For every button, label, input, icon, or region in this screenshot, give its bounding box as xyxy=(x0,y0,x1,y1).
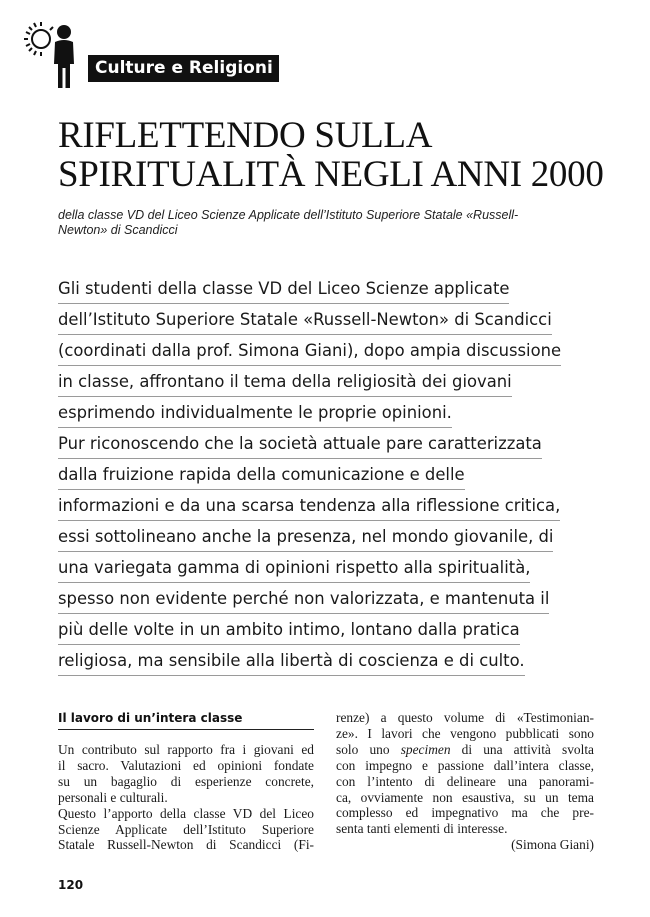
specimen-term: specimen xyxy=(400,741,451,757)
intro-line: una variegata gamma di opinioni rispetto alla spiritualità, xyxy=(58,555,598,586)
column-line: su un bagaglio di esperienze concrete, xyxy=(58,773,314,789)
intro-line: spesso non evidente perché non valorizzata, e mantenuta il xyxy=(58,586,598,617)
intro-paragraph xyxy=(58,276,598,679)
person-with-sun-icon xyxy=(22,18,82,90)
byline-line: Newton» di Scandicci xyxy=(58,223,178,237)
column-line: solo uno specimen di una attività svolta xyxy=(336,741,594,757)
intro-line: in classe, affrontano il tema della religiosità dei giovani xyxy=(58,369,598,400)
section-label: Culture e Religioni xyxy=(88,55,279,82)
column-line: personali e culturali. xyxy=(58,789,168,805)
left-column xyxy=(58,742,314,853)
column-line: con impegno e passione dall’intera classe, xyxy=(336,757,594,773)
right-column xyxy=(336,710,594,853)
intro-line: religiosa, ma sensibile alla libertà di coscienza e di culto. xyxy=(58,648,598,679)
column-line: Scienze Applicate dell’Istituto Superiore xyxy=(58,821,314,837)
column-line: Statale Russell-Newton di Scandicci (Fi- xyxy=(58,837,314,853)
column-line: renze) a questo volume di «Testimonian- xyxy=(336,710,594,725)
intro-line: dell’Istituto Superiore Statale «Russell-Newton» di Scandicci xyxy=(58,307,598,338)
intro-line: essi sottolineano anche la presenza, nel mondo giovanile, di xyxy=(58,524,598,555)
intro-line: Gli studenti della classe VD del Liceo Scienze applicate xyxy=(58,276,598,307)
intro-line: (coordinati dalla prof. Simona Giani), dopo ampia discussione xyxy=(58,338,598,369)
byline-line: della classe VD del Liceo Scienze Applicate dell’Istituto Superiore Statale «Russell- xyxy=(58,208,519,222)
intro-line: più delle volte in un ambito intimo, lontano dalla pratica xyxy=(58,617,598,648)
column-line: senta tanti elementi di interesse. xyxy=(336,821,508,837)
intro-line: informazioni e da una scarsa tendenza alla riflessione critica, xyxy=(58,493,598,524)
title-line: SPIRITUALITÀ NEGLI ANNI 2000 xyxy=(58,154,604,195)
column-line: Questo l’apporto della classe VD del Liceo xyxy=(58,805,314,821)
intro-line: esprimendo individualmente le proprie opinioni. xyxy=(58,400,598,431)
column-line: con l’intento di delineare una panorami- xyxy=(336,773,594,789)
intro-line: dalla fruizione rapida della comunicazione e delle xyxy=(58,462,598,493)
column-line: complesso ed impegnativo ma che pre- xyxy=(336,805,594,821)
intro-line: Pur riconoscendo che la società attuale pare caratterizzata xyxy=(58,431,598,462)
article-title xyxy=(58,116,628,194)
column-line: ze». I lavori che vengono pubblicati sono xyxy=(336,725,594,741)
page-number: 120 xyxy=(58,878,84,892)
author-signature: (Simona Giani) xyxy=(511,837,594,853)
column-line: ca, ovviamente non esaustiva, su un tema xyxy=(336,789,594,805)
title-line: RIFLETTENDO SULLA xyxy=(58,115,433,156)
column-line: il sacro. Valutazioni ed opinioni fondate xyxy=(58,757,314,773)
column-line: Un contributo sul rapporto fra i giovani ed xyxy=(58,742,314,757)
article-byline xyxy=(58,208,593,238)
box-heading: Il lavoro di un’intera classe xyxy=(58,710,314,730)
